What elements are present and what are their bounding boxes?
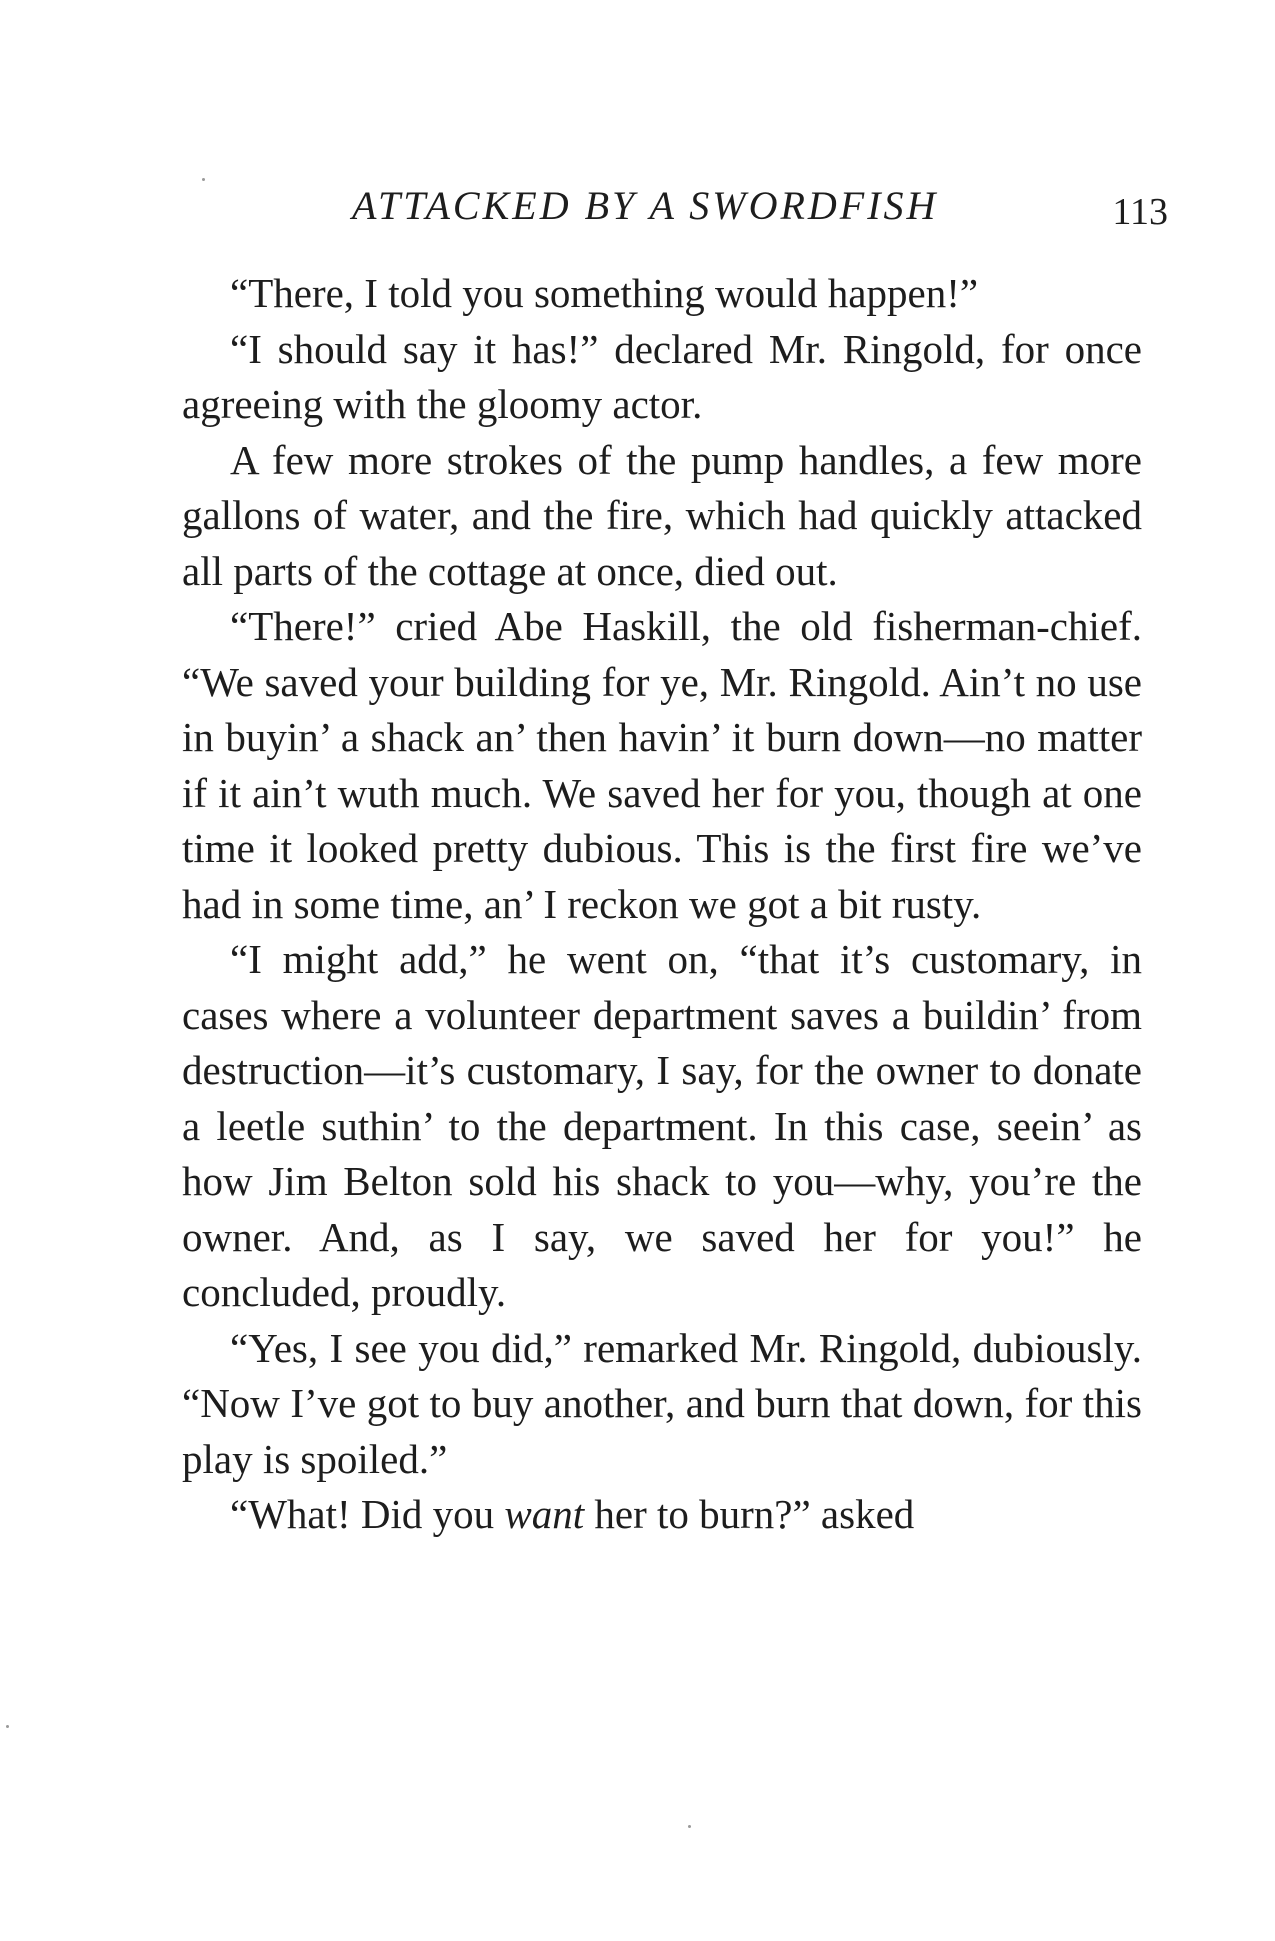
paragraph: “I might add,” he went on, “that it’s customary, in cases where a volunteer department saves a buildin’ from destruction—it’s customary, I say, for the owner to donate a leetle suthin’ to the department. In this case, seein’ as how Jim Belton sold his shack to you—why, you’re the owner. And, as I say, we saved her for you!” he concluded, proudly.	[182, 936, 1142, 1315]
scan-speck	[202, 178, 205, 181]
paragraph: “There!” cried Abe Haskill, the old fisherman-chief. “We saved your building for ye, Mr. Ringold. Ain’t no use in buyin’ a shack an’ then havin’ it burn down—no matter if it ain’t wuth much. We saved her for you, though at one time it looked pretty dubious. This is the first fire we’ve had in some time, an’ I reckon we got a bit rusty.	[182, 603, 1142, 927]
paragraph: “I should say it has!” declared Mr. Ringold, for once agreeing with the gloomy actor.	[182, 325, 1142, 427]
paragraph: A few more strokes of the pump handles, a few more gallons of water, and the fire, which had quickly attacked all parts of the cottage at once, died out.	[182, 436, 1142, 594]
page-number: 113	[1112, 191, 1168, 233]
page-header	[352, 184, 1168, 240]
paragraph: “There, I told you something would happen!”	[230, 270, 979, 316]
scan-speck	[6, 1725, 9, 1728]
scan-speck	[688, 1825, 691, 1828]
paragraph-text: “What! Did you	[230, 1491, 505, 1537]
paragraph: “Yes, I see you did,” remarked Mr. Ringold, dubiously. “Now I’ve got to buy another, and burn that down, for this play is spoiled.”	[182, 1324, 1142, 1482]
body-text	[182, 266, 1142, 1543]
paragraph-text: her to burn?” asked	[584, 1491, 915, 1537]
paragraph	[182, 1487, 1142, 1543]
emphasized-word: want	[504, 1491, 585, 1537]
running-title: ATTACKED BY A SWORDFISH	[352, 183, 939, 228]
